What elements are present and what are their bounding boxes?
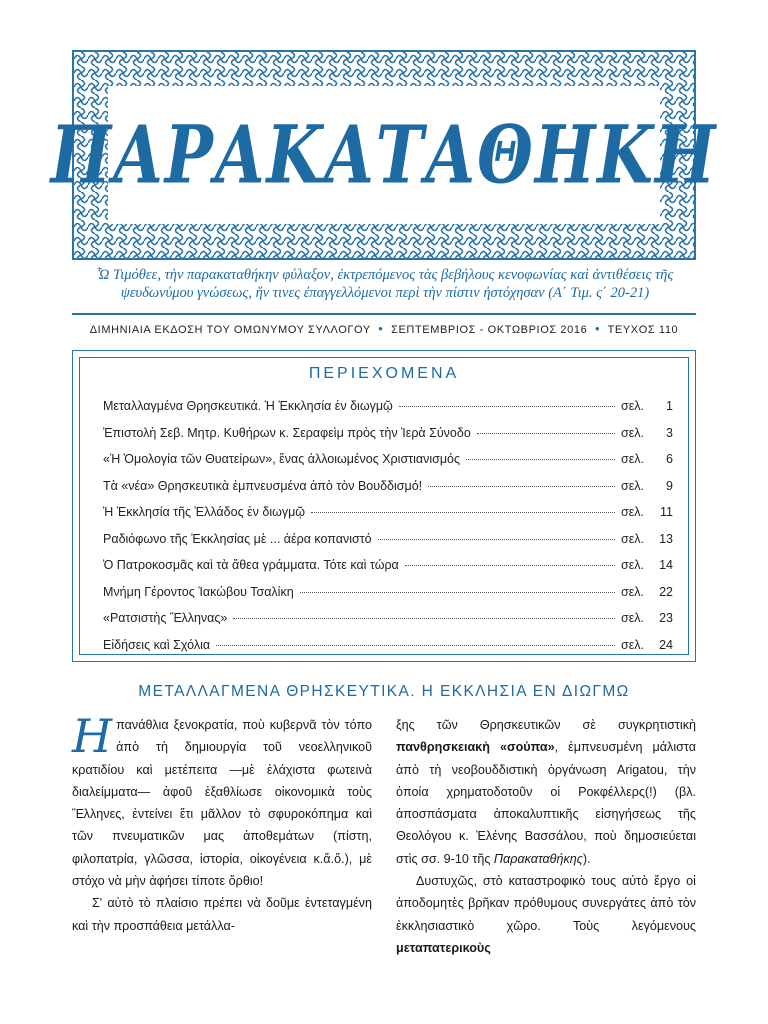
journal-title: ΠΑΡΑΚΑΤΑΘΗΚΗ xyxy=(50,108,718,202)
contents-entry-title: Μνήμη Γέροντος Ἰακώβου Τσαλίκη xyxy=(103,584,294,599)
page-number: 6 xyxy=(666,452,673,466)
dropcap-letter: Η xyxy=(72,709,113,763)
contents-row xyxy=(103,426,673,453)
dot-leader xyxy=(399,406,615,407)
contents-row xyxy=(103,479,673,506)
dot-leader xyxy=(300,592,615,593)
page-number: 11 xyxy=(660,505,673,519)
col2-italic-ref: Παρακαταθήκης xyxy=(493,851,583,866)
contents-heading: ΠΕΡΙΕΧΟΜΕΝΑ xyxy=(308,365,460,382)
col2-bold-2: μεταπατερικοὺς xyxy=(396,940,491,955)
contents-row xyxy=(103,505,673,532)
contents-list xyxy=(103,399,673,664)
contents-row xyxy=(103,585,673,612)
col2-bold-1: πανθρησκειακὴ «σούπα» xyxy=(396,740,555,755)
page-number: 14 xyxy=(659,558,673,572)
motto-quote: Ὦ Τιμόθεε, τὴν παρακαταθήκην φύλαξον, ἐκτρεπόμενος τὰς βεβήλους κενοφωνίας καὶ ἀντιθέσεις τῆς ψευδωνύμου γνώσεως, ἥν τινες ἐπαγγελλόμενοι περὶ τὴν πίστιν ἠστόχησαν (Α΄ Τιμ. ς΄ 20-21) xyxy=(96,267,674,301)
contents-entry-title: Ὁ Πατροκοσμᾶς καὶ τὰ ἄθεα γράμματα. Τότε καὶ τώρα xyxy=(103,558,399,572)
dot-leader xyxy=(405,565,615,566)
col1-paragraph-2: Σ' αὐτὸ τὸ πλαίσιο πρέπει νὰ δοῦμε ἐντεταγμένη καὶ τὴν προσπάθεια μετάλλα- xyxy=(72,896,372,933)
page-number: 22 xyxy=(659,584,673,599)
issue-number: ΤΕΥΧΟΣ 110 xyxy=(607,324,679,336)
bullet-1: • xyxy=(378,321,384,336)
page-label: σελ. xyxy=(621,637,645,652)
contents-entry-title: Ραδιόφωνο τῆς Ἐκκλησίας μὲ ... ἀέρα κοπανιστό xyxy=(103,531,372,546)
divider-top xyxy=(72,313,696,315)
page-label: σελ. xyxy=(621,611,645,625)
issue-line xyxy=(72,321,696,336)
page-number: 9 xyxy=(666,478,673,493)
col2-text-3: ). xyxy=(582,851,591,866)
page-label: σελ. xyxy=(621,425,645,440)
dot-leader xyxy=(466,459,615,460)
dot-leader xyxy=(378,539,615,540)
page-number: 24 xyxy=(659,637,673,652)
page-label: σελ. xyxy=(621,584,645,599)
page-label: σελ. xyxy=(621,558,645,572)
dot-leader xyxy=(311,512,615,513)
contents-entry-title: «Ρατσιστὴς Ἕλληνας» xyxy=(103,611,228,625)
dot-leader xyxy=(428,486,615,487)
col2-text-2: , ἐμπνευσμένη μάλιστα ἀπὸ τὴ νεοβουδδιστικὴ ὀργάνωση Arigatou, τὴν ὁποία χρηματοδοτοῦν οἱ Ροκφέλλερς(!) (βλ. ἀποσπάσματα ἀποκαλυπτικῆς εἰσηγήσεως τῆς Θεολόγου κ. Ἑλένης Βασσάλου, ποὺ δημοσιεύεται στὶς σσ. 9-10 τῆς xyxy=(396,740,696,866)
page-number: 1 xyxy=(666,399,673,413)
article-column-1 xyxy=(72,709,372,937)
dot-leader xyxy=(233,618,615,619)
contents-entry-title: «Ἡ Ὁμολογία τῶν Θυατείρων», ἕνας ἀλλοιωμένος Χριστιανισμός xyxy=(103,452,461,466)
article-title: ΜΕΤΑΛΛΑΓΜΕΝΑ ΘΡΗΣΚΕΥΤΙΚΑ. Η ΕΚΚΛΗΣΙΑ ΕΝ ΔΙΩΓΜΩ xyxy=(138,683,630,700)
contents-row xyxy=(103,611,673,638)
col1-paragraph-1: πανάθλια ξενοκρατία, ποὺ κυβερνᾶ τὸν τόπο ἀπὸ τὴ δημιουργία τοῦ νεοελληνικοῦ κρατιδίου καὶ μετέπειτα —μὲ ἐλάχιστα φωτεινὰ διαλείμματα— ἀφοῦ ἐξαθλίωσε οἰκονομικὰ τοὺς Ἕλληνες, ἐντείνει ἔτι μᾶλλον τὸ σφυροκόπημα καὶ τῶν πνευματικῶν μας ἀποθεμάτων (πίστη, φιλοπατρία, γλῶσσα, ἱστορία, οἰκογένεια κ.ἄ.ὅ.), μὲ στόχο νὰ μὴν ἀφήσει τίποτε ὄρθιο! xyxy=(72,718,372,889)
masthead xyxy=(50,50,718,260)
contents-row xyxy=(103,558,673,585)
contents-entry-title: Ἐπιστολὴ Σεβ. Μητρ. Κυθήρων κ. Σεραφεὶμ πρὸς τὴν Ἱερὰ Σύνοδο xyxy=(103,425,471,440)
contents-row xyxy=(103,638,673,665)
col2-text-1: ξης τῶν Θρησκευτικῶν σὲ συγκρητιστικὴ xyxy=(396,718,696,732)
contents-row xyxy=(103,452,673,479)
issue-period: ΣΕΠΤΕΜΒΡΙΟΣ - ΟΚΤΩΒΡΙΟΣ 2016 xyxy=(391,324,588,336)
page-number: 13 xyxy=(659,531,673,546)
page-label: σελ. xyxy=(621,478,645,493)
contents-entry-title: Τὰ «νέα» Θρησκευτικὰ ἐμπνευσμένα ἀπὸ τὸν Βουδδισμό! xyxy=(103,478,423,493)
col2-text-4: Δυστυχῶς, στὸ καταστροφικὸ τους αὐτὸ ἔργο οἱ ἀποδομητὲς βρῆκαν πρόθυμους συνεργάτες ἀπὸ τὸν ἐκκλησιαστικὸ χῶρο. Τοὺς λεγόμενους xyxy=(396,874,696,933)
dot-leader xyxy=(477,433,615,434)
page-label: σελ. xyxy=(621,531,645,546)
page-label: σελ. xyxy=(621,505,645,519)
bullet-2: • xyxy=(594,321,601,336)
contents-box xyxy=(72,350,696,662)
page-number: 3 xyxy=(666,425,673,440)
contents-entry-title: Ἡ Ἐκκλησία τῆς Ἑλλάδος ἐν διωγμῷ xyxy=(103,505,306,519)
page-number: 23 xyxy=(659,611,673,625)
edition-text: ΔΙΜΗΝΙΑΙΑ ΕΚΔΟΣΗ ΤΟΥ ΟΜΩΝΥΜΟΥ ΣΥΛΛΟΓΟΥ xyxy=(89,324,371,336)
contents-row xyxy=(103,399,673,426)
contents-entry-title: Μεταλλαγμένα Θρησκευτικά. Ἡ Ἐκκλησία ἐν διωγμῷ xyxy=(103,399,393,413)
contents-row xyxy=(103,532,673,559)
article-column-2 xyxy=(396,714,696,959)
page-label: σελ. xyxy=(621,399,645,413)
page-label: σελ. xyxy=(621,452,645,466)
contents-entry-title: Εἰδήσεις καὶ Σχόλια xyxy=(103,637,211,652)
title-box xyxy=(50,86,718,224)
dot-leader xyxy=(216,645,615,646)
